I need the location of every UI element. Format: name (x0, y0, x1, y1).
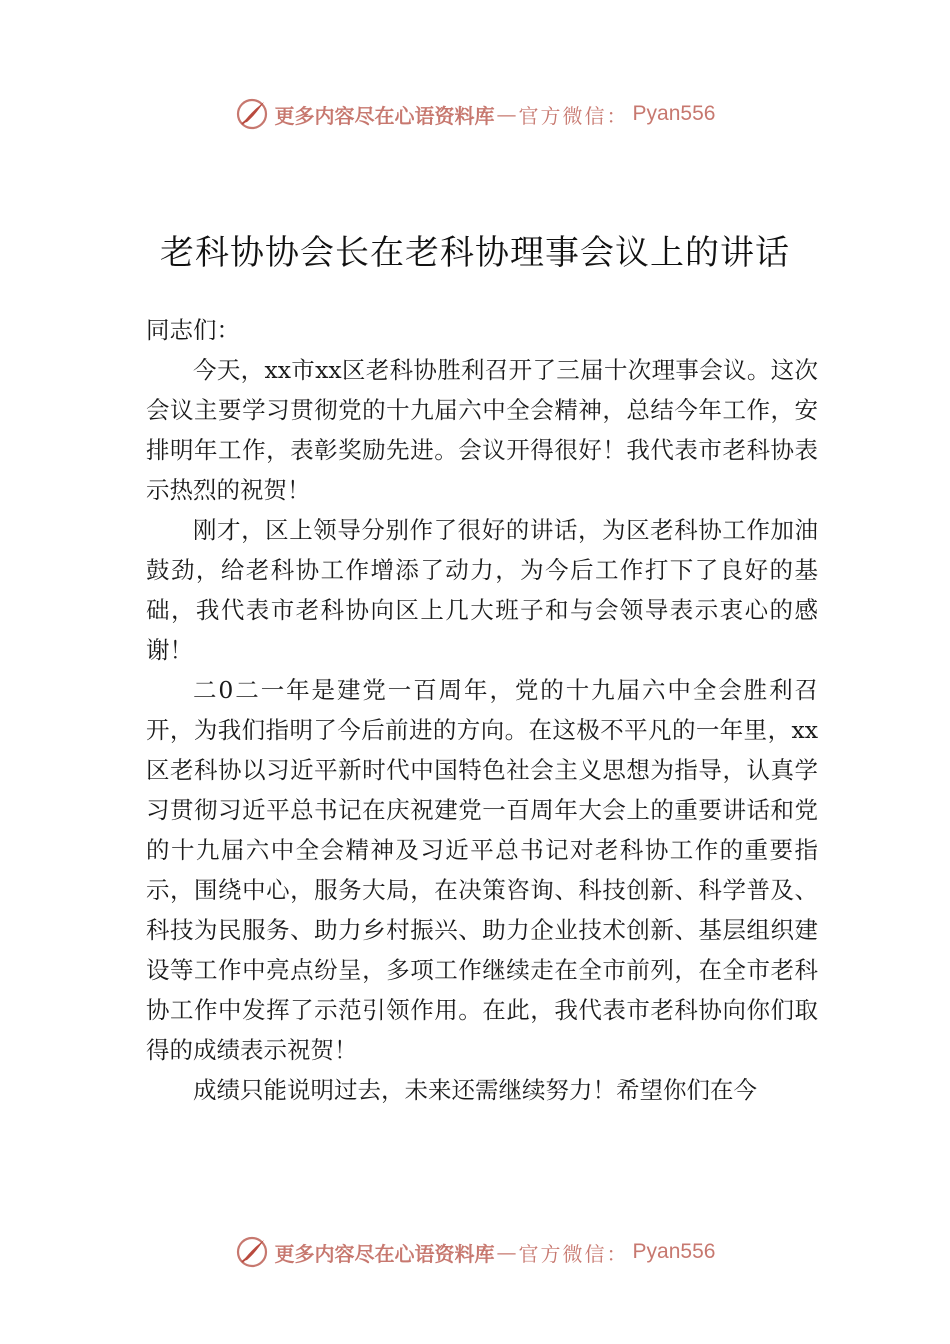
banner-wechat-label: 官方微信： (518, 1241, 629, 1266)
quill-logo-icon (235, 97, 269, 131)
paragraph-1: 今天，xx市xx区老科协胜利召开了三届十次理事会议。这次会议主要学习贯彻党的十九届六中全会精神，总结今年工作，安排明年工作，表彰奖励先进。会议开得很好！我代表市老科协表示热烈的祝贺！ (146, 356, 818, 504)
footer-banner (0, 1232, 950, 1272)
document-body (146, 310, 818, 1110)
paragraph-2: 刚才，区上领导分别作了很好的讲话，为区老科协工作加油鼓劲，给老科协工作增添了动力，为今后工作打下了良好的基础，我代表市老科协向区上几大班子和与会领导表示衷心的感谢！ (146, 516, 818, 664)
paragraph-3: 二0二一年是建党一百周年，党的十九届六中全会胜利召开，为我们指明了今后前进的方向。在这极不平凡的一年里，xx区老科协以习近平新时代中国特色社会主义思想为指导，认真学习贯彻习近平总书记在庆祝建党一百周年大会上的重要讲话和党的十九届六中全会精神及习近平总书记对老科协工作的重要指示，围绕中心，服务大局，在决策咨询、科技创新、科学普及、科技为民服务、助力乡村振兴、助力企业技术创新、基层组织建设等工作中亮点纷呈，多项工作继续走在全市前列，在全市老科协工作中发挥了示范引领作用。在此，我代表市老科协向你们取得的成绩表示祝贺！ (146, 676, 818, 1064)
banner-wechat-label: 官方微信： (518, 103, 629, 128)
banner-wechat-id: Pyan556 (632, 1240, 716, 1263)
salutation: 同志们： (146, 316, 240, 344)
banner-separator: — (496, 102, 517, 126)
banner-separator: — (496, 1240, 517, 1264)
banner-brand: 更多内容尽在心语资料库 (274, 1241, 495, 1266)
banner-wechat-id: Pyan556 (632, 102, 716, 125)
paragraph-4: 成绩只能说明过去，未来还需继续努力！希望你们在今 (193, 1076, 757, 1104)
banner-brand: 更多内容尽在心语资料库 (274, 103, 495, 128)
quill-logo-icon (235, 1235, 269, 1269)
header-banner (0, 94, 950, 134)
document-title: 老科协协会长在老科协理事会议上的讲话 (160, 232, 790, 273)
